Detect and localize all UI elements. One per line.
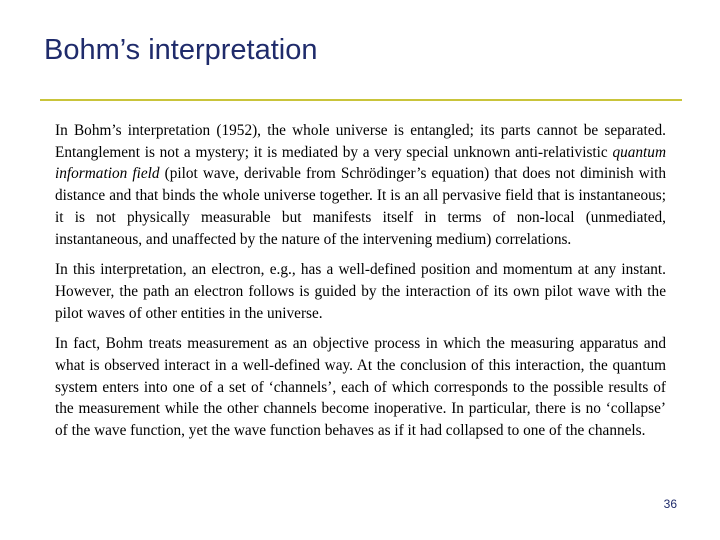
slide-body (55, 120, 666, 442)
paragraph-entanglement-text-end: (pilot wave, derivable from Schrödinger’s equation) that does not diminish with distance and that binds the whole universe together. It is an all pervasive field that is instantaneous; it is not physically measurable but manifests itself in terms of non-local (unmediated, instantaneous, and unaffected by the nature of the intervening medium) correlations. (55, 165, 666, 248)
page-number: 36 (663, 497, 677, 511)
paragraph-entanglement-emphasis: quantum information field (55, 143, 666, 183)
paragraph-entanglement (55, 120, 666, 250)
slide-title: Bohm’s interpretation (44, 34, 318, 66)
paragraph-entanglement-text-start: In Bohm’s interpretation (1952), the whole universe is entangled; its parts cannot be separated. Entanglement is not a mystery; it is mediated by a very special unknown anti-relativistic (55, 122, 666, 161)
paragraph-electron: In this interpretation, an electron, e.g., has a well-defined position and momentum at any instant. However, the path an electron follows is guided by the interaction of its own pilot wave with the pilot waves of other entities in the universe. (55, 261, 666, 322)
title-divider (40, 99, 682, 101)
paragraph-measurement: In fact, Bohm treats measurement as an objective process in which the measuring apparatus and what is observed interact in a well-defined way. At the conclusion of this interaction, the quantum system enters into one of a set of ‘channels’, each of which corresponds to the possible results of the measurement while the other channels become inoperative. In particular, there is no ‘collapse’ of the wave function, yet the wave function behaves as if it had collapsed to one of the channels. (55, 335, 666, 440)
